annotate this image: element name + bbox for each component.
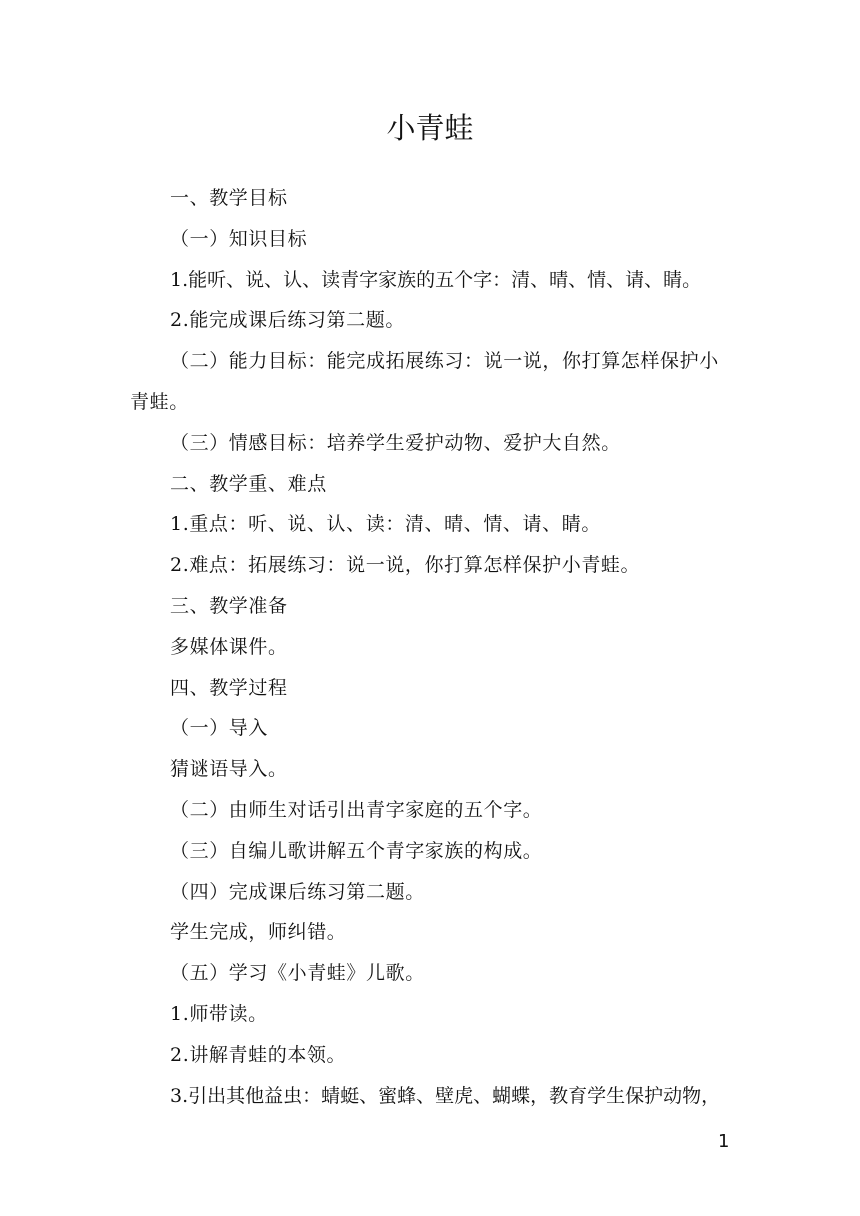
paragraph: （三）情感目标：培养学生爱护动物、爱护大自然。 <box>170 431 621 454</box>
paragraph: 猜谜语导入。 <box>170 758 288 781</box>
subsection-heading: （一）知识目标 <box>170 227 308 250</box>
paragraph: 1.重点：听、说、认、读：清、晴、情、请、睛。 <box>170 513 601 536</box>
section-heading: 四、教学过程 <box>170 676 288 699</box>
subsection-heading: （三）自编儿歌讲解五个青字家族的构成。 <box>170 839 543 862</box>
section-heading: 二、教学重、难点 <box>170 472 327 495</box>
section-heading: 三、教学准备 <box>170 594 288 617</box>
subsection-heading: （一）导入 <box>170 717 269 740</box>
paragraph: 2.能完成课后练习第二题。 <box>170 309 405 332</box>
paragraph: （二）能力目标：能完成拓展练习：说一说，你打算怎样保护小青蛙。 <box>130 350 719 413</box>
subsection-heading: （五）学习《小青蛙》儿歌。 <box>170 962 425 985</box>
section-heading: 一、教学目标 <box>170 187 288 209</box>
paragraph: 1.师带读。 <box>170 1002 268 1025</box>
subsection-heading: （二）由师生对话引出青字家庭的五个字。 <box>170 798 543 821</box>
document-title: 小青蛙 <box>386 111 474 145</box>
document-body <box>130 178 734 1116</box>
paragraph: 3.引出其他益虫：蜻蜓、蜜蜂、壁虎、蝴蝶，教育学生保护动物， <box>170 1084 721 1107</box>
paragraph: 2.难点：拓展练习：说一说，你打算怎样保护小青蛙。 <box>170 554 641 577</box>
paragraph: 2.讲解青蛙的本领。 <box>170 1043 347 1066</box>
paragraph: 学生完成，师纠错。 <box>170 921 347 944</box>
subsection-heading: （四）完成课后练习第二题。 <box>170 880 425 903</box>
paragraph: 1.能听、说、认、读青字家族的五个字：清、晴、情、请、睛。 <box>170 268 702 291</box>
paragraph: 多媒体课件。 <box>170 635 288 658</box>
page-number: 1 <box>718 1131 730 1152</box>
